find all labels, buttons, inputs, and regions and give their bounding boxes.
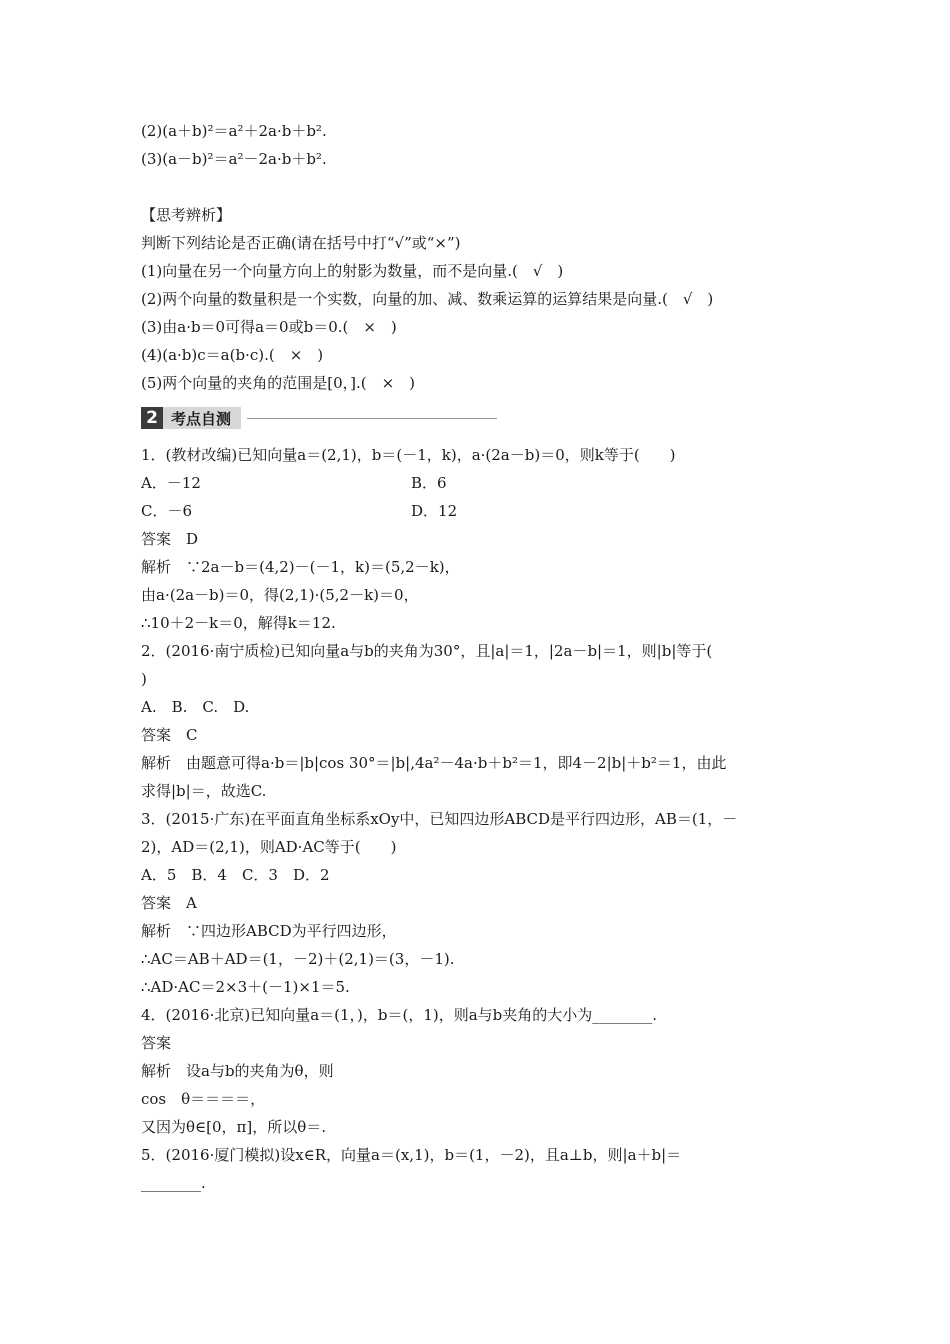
section-divider bbox=[247, 418, 497, 419]
formula-3: (3)(a－b)²＝a²－2a·b＋b². bbox=[141, 150, 327, 168]
q1-answer: 答案 D bbox=[141, 530, 199, 548]
q1-option-d: D．12 bbox=[411, 502, 458, 520]
q1-option-b: B．6 bbox=[411, 474, 447, 492]
q2-answer: 答案 C bbox=[141, 726, 198, 744]
thinking-item-1: (1)向量在另一个向量方向上的射影为数量，而不是向量.( √ ) bbox=[141, 262, 564, 280]
thinking-item-5: (5)两个向量的夹角的范围是[0，].( × ) bbox=[141, 374, 416, 392]
thinking-item-3: (3)由a·b＝0可得a＝0或b＝0.( × ) bbox=[141, 318, 397, 336]
q3-stem-1: 3．(2015·广东)在平面直角坐标系xOy中，已知四边形ABCD是平行四边形，AB＝(1，－ bbox=[141, 810, 738, 828]
q4-solution-3: 又因为θ∈[0，π]，所以θ＝. bbox=[141, 1118, 327, 1136]
document-content bbox=[141, 117, 821, 1197]
q1-solution-2: 由a·(2a－b)＝0，得(2,1)·(5,2－k)＝0， bbox=[141, 586, 419, 604]
thinking-item-4: (4)(a·b)c＝a(b·c).( × ) bbox=[141, 346, 324, 364]
q5-stem-2: ________. bbox=[141, 1174, 206, 1192]
q1-options-row-2 bbox=[141, 497, 821, 525]
q1-options-row-1 bbox=[141, 469, 821, 497]
q1-solution-1: 解析 ∵2a－b＝(4,2)－(－1，k)＝(5,2－k)， bbox=[141, 558, 460, 576]
q4-answer: 答案 bbox=[141, 1034, 172, 1052]
q1-option-a: A．－12 bbox=[141, 474, 201, 492]
q4-solution-1: 解析 设a与b的夹角为θ，则 bbox=[141, 1062, 334, 1080]
formula-2: (2)(a＋b)²＝a²＋2a·b＋b². bbox=[141, 122, 327, 140]
section-title: 考点自测 bbox=[163, 407, 241, 429]
q2-options: A. B. C. D. bbox=[141, 698, 250, 716]
thinking-item-2: (2)两个向量的数量积是一个实数，向量的加、减、数乘运算的运算结果是向量.( √ ) bbox=[141, 290, 714, 308]
q4-solution-2: cos θ＝＝＝＝， bbox=[141, 1090, 266, 1108]
q1-solution-3: ∴10＋2－k＝0，解得k＝12. bbox=[141, 614, 336, 632]
q3-stem-2: 2)，AD＝(2,1)，则AD·AC等于( ) bbox=[141, 838, 397, 856]
section-header bbox=[141, 403, 821, 433]
q3-answer: 答案 A bbox=[141, 894, 197, 912]
thinking-intro: 判断下列结论是否正确(请在括号中打“√”或“×”) bbox=[141, 234, 461, 252]
q4-stem: 4．(2016·北京)已知向量a＝(1，)，b＝(，1)，则a与b夹角的大小为________. bbox=[141, 1006, 658, 1024]
q3-solution-1: 解析 ∵四边形ABCD为平行四边形， bbox=[141, 922, 397, 940]
q1-option-c: C．－6 bbox=[141, 502, 193, 520]
q2-stem-2: ) bbox=[141, 670, 147, 688]
q3-solution-2: ∴AC＝AB＋AD＝(1，－2)＋(2,1)＝(3，－1). bbox=[141, 950, 455, 968]
q3-options: A．5 B．4 C．3 D．2 bbox=[141, 866, 330, 884]
thinking-heading: 【思考辨析】 bbox=[141, 206, 232, 224]
q2-solution-1: 解析 由题意可得a·b＝|b|cos 30°＝|b|,4a²－4a·b＋b²＝1，即4－2|b|＋b²＝1，由此 bbox=[141, 754, 727, 772]
q2-solution-2: 求得|b|＝，故选C. bbox=[141, 782, 267, 800]
q2-stem-1: 2．(2016·南宁质检)已知向量a与b的夹角为30°，且|a|＝1，|2a－b|＝1，则|b|等于( bbox=[141, 642, 713, 660]
q1-stem: 1．(教材改编)已知向量a＝(2,1)，b＝(－1，k)，a·(2a－b)＝0，则k等于( ) bbox=[141, 446, 676, 464]
section-number: 2 bbox=[141, 407, 163, 429]
q5-stem-1: 5．(2016·厦门模拟)设x∈R，向量a＝(x,1)，b＝(1，－2)，且a⊥b，则|a＋b|＝ bbox=[141, 1146, 682, 1164]
q3-solution-3: ∴AD·AC＝2×3＋(－1)×1＝5. bbox=[141, 978, 350, 996]
